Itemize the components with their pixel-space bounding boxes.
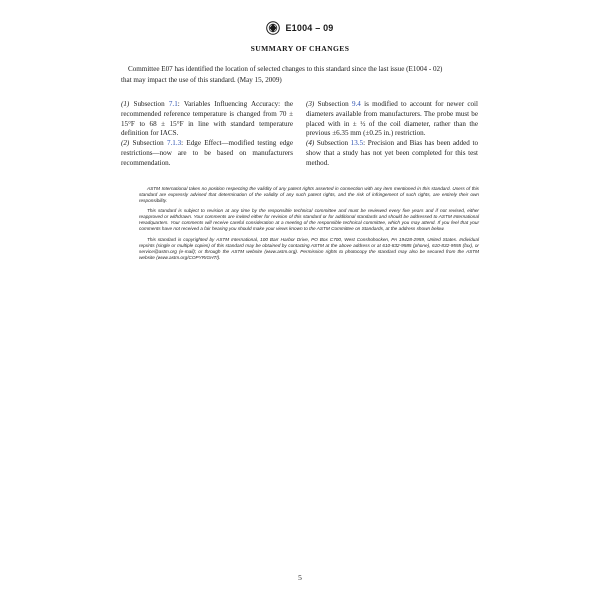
subsection-link[interactable]: 13.5 [350, 139, 364, 148]
change-text: : Edge Effect—modified testing edge restrictions—now are to be based on manufacturers recommendation. [121, 139, 293, 167]
copyright-notice [139, 237, 479, 261]
change-number: (1) [121, 100, 130, 108]
patent-notice-text: ASTM International takes no position respecting the validity of any patent rights asserted in connection with any item mentioned in this standard. Users of this standard are expressly advised that determination of the validity of any such patent rights, and the risk of infringement of such rights, are entirely their own responsibility. [139, 186, 479, 204]
changes-right-column [306, 100, 478, 169]
change-text: : Precision and Bias has been added to show that a study has not yet been completed for this test method. [306, 139, 478, 167]
change-item [306, 139, 478, 168]
subsection-link[interactable]: 7.1 [168, 100, 178, 108]
change-prefix: Subsection [314, 100, 352, 108]
change-text: : Variables Influencing Accuracy: the recommended reference temperature is changed from 70 ± 15°F to 68 ± 15°F in line with standard temperature definition for IACS. [121, 100, 293, 138]
subsection-link[interactable]: 9.4 [351, 100, 361, 108]
section-title: SUMMARY OF CHANGES [250, 44, 350, 53]
change-prefix: Subsection [314, 139, 351, 148]
change-item [121, 100, 293, 139]
copyright-notice-text: This standard is copyrighted by ASTM International, 100 Barr Harbor Drive, PO Box C700, West Conshohocken, PA 19428-2959, United States. Individual reprints (single or multiple copies) of this standard may be obtained by contacting ASTM at the above address or at 610-832-9585 (phone), 610-832-9555 (fax), or service@astm.org (e-mail); or through the ASTM website (www.astm.org). Permission rights to photocopy the standard may also be secured from the ASTM website (www.astm.org/COPYRIGHT/). [139, 237, 479, 261]
change-number: (4) [306, 139, 315, 148]
change-number: (3) [306, 100, 315, 108]
change-item [121, 139, 293, 168]
change-text: is modified to account for newer coil diameters available from manufacturers. The probe must be placed with in ± ½ of the coil diameter, rather than the previous ±6.35 mm (±0.25 in.) restriction. [306, 100, 478, 138]
change-prefix: Subsection [129, 139, 167, 148]
change-prefix: Subsection [129, 100, 169, 108]
intro-line-2: that may impact the use of this standard. (May 15, 2009) [121, 76, 282, 84]
page-number: 5 [298, 573, 302, 582]
change-number: (2) [121, 139, 130, 148]
change-item [306, 100, 478, 139]
subsection-link[interactable]: 7.1.3 [166, 139, 182, 148]
astm-logo-icon [266, 21, 280, 35]
revision-notice [139, 208, 479, 232]
intro-line-1: Committee E07 has identified the location of selected changes to this standard since the last issue (E1004 - 02) [128, 65, 443, 73]
page-header [0, 21, 600, 35]
changes-left-column [121, 100, 293, 169]
intro-paragraph [121, 64, 479, 86]
patent-notice [139, 186, 479, 204]
revision-notice-text: This standard is subject to revision at any time by the responsible technical committee and must be reviewed every five years and if not revised, either reapproved or withdrawn. Your comments are invited either for revision of this standard or for additional standards and should be addressed to ASTM International Headquarters. Your comments will receive careful consideration at a meeting of the responsible technical committee, which you may attend. If you feel that your comments have not received a fair hearing you should make your views known to the ASTM Committee on Standards, at the address shown below. [139, 208, 479, 232]
standard-id: E1004 – 09 [285, 23, 334, 33]
